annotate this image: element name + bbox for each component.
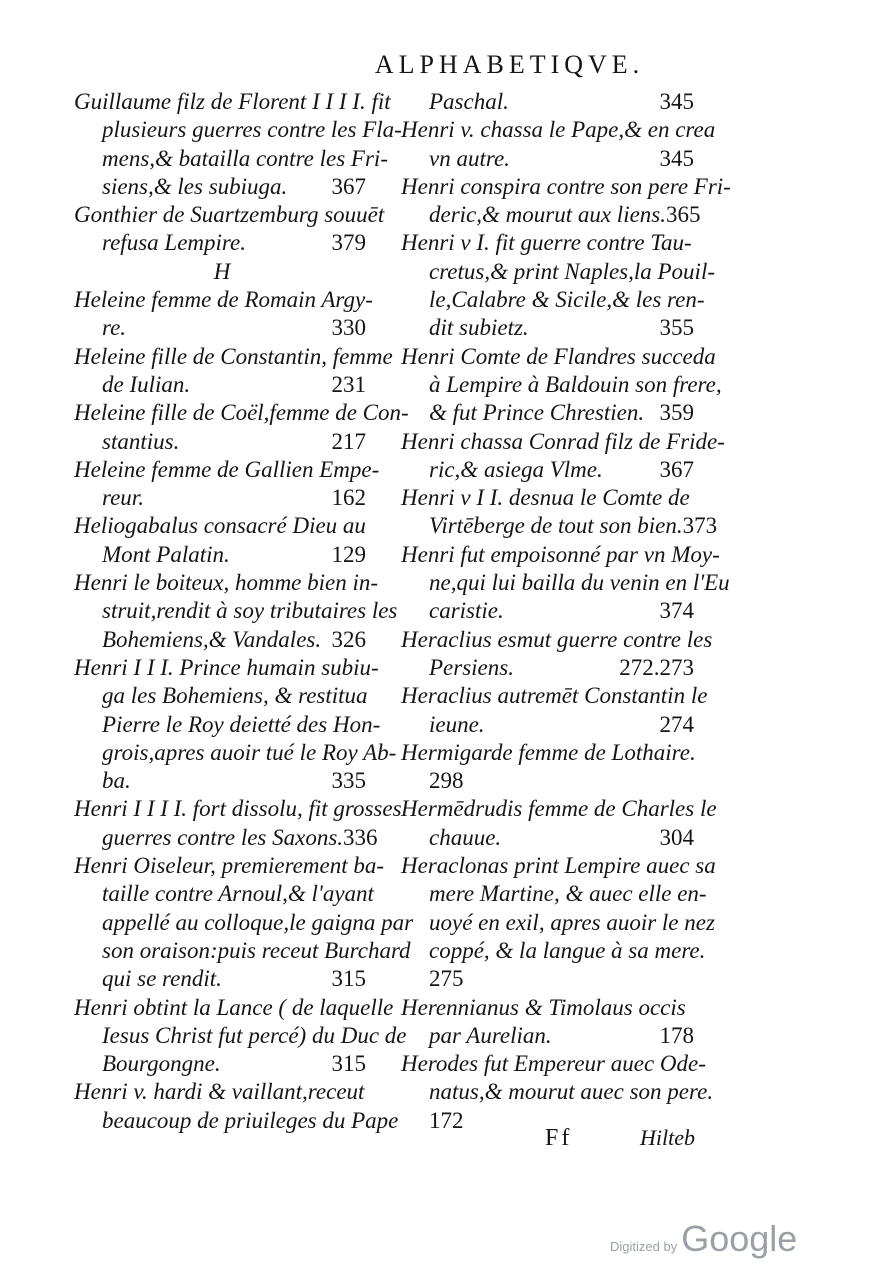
entry-text-line: par Aurelian. (429, 1022, 552, 1048)
page-number: 162 (331, 485, 366, 511)
entry-text-line: Pierre le Roy deietté des Hon- (102, 711, 381, 737)
entry-text-line: ieune. (429, 711, 485, 737)
entry-text-line: ga les Bohemiens, & restitua (102, 683, 368, 709)
entry-text-line: cretus,& print Naples,la Pouil- (429, 258, 715, 284)
page-number: 345 (659, 145, 694, 171)
page-number: 326 (331, 626, 366, 652)
page-number: 367 (659, 456, 694, 482)
index-entry (74, 654, 397, 795)
entry-text-line: re. (102, 315, 127, 341)
index-entry (401, 428, 725, 485)
entry-text-line: Paschal. (429, 89, 509, 114)
entry-text-line: Gonthier de Suartzemburg souuēt (74, 202, 385, 228)
index-entry (401, 795, 717, 852)
page-number: 365 (666, 202, 701, 228)
index-entry (401, 1050, 714, 1135)
page-header (0, 50, 889, 80)
page-number: 336 (343, 824, 378, 850)
entry-text-line: Henri v I. fit guerre contre Tau- (401, 230, 692, 256)
entry-text-line: son oraison:puis receut Burchard (102, 937, 411, 963)
entry-text-line: ric,& asiega Vlme. (429, 456, 603, 482)
entry-text-line: de Iulian. (102, 371, 191, 397)
page-number: 330 (331, 315, 366, 341)
index-entry (74, 994, 407, 1079)
entry-text-line: ba. (102, 768, 131, 794)
entry-text-line: reur. (102, 485, 144, 511)
entry-text-line: Mont Palatin. (102, 541, 230, 567)
index-entry (74, 456, 380, 513)
page-number: 345 (659, 89, 694, 114)
entry-text-line: Heraclius esmut guerre contre les (401, 626, 713, 652)
entry-text-line: Henri I I I I. fort dissolu, fit grosses (74, 796, 402, 822)
entry-text-line: Henri v. chassa le Pape,& en crea (401, 117, 716, 143)
entry-text-line: Hermigarde femme de Lothaire. (401, 739, 696, 765)
entry-text-line: appellé au colloque,le gaigna par (102, 909, 414, 935)
page-number: 374 (659, 598, 694, 624)
page-number: 272.273 (619, 654, 694, 680)
index-entry (401, 541, 730, 626)
page-number: 373 (682, 513, 718, 539)
entry-text-line: Virtēberge de tout son bien. (429, 513, 683, 539)
entry-text-line: & fut Prince Chrestien. (429, 400, 645, 426)
entry-text-line: taille contre Arnoul,& l'ayant (102, 881, 374, 907)
entry-text-line: Heraclius autremēt Constantin le (401, 683, 708, 709)
index-entry (74, 201, 385, 258)
entry-text-line: deric,& mourut aux liens. (429, 202, 666, 228)
entry-text-line: natus,& mourut auec son pere. (429, 1079, 714, 1105)
index-entry (401, 484, 718, 541)
page-number: 129 (331, 541, 366, 567)
index-entry (74, 286, 373, 343)
entry-text-line: uoyé en exil, apres auoir le nez (429, 909, 715, 935)
page-number: 304 (659, 824, 694, 850)
page-number: 315 (331, 1051, 366, 1077)
page-number: 379 (331, 230, 366, 256)
index-entry (74, 795, 402, 852)
entry-text-line: caristie. (429, 598, 504, 624)
entry-text-line: Heleine fille de Constantin, femme (74, 343, 393, 369)
catchword: Hilteb (640, 1125, 695, 1150)
index-entry (401, 116, 716, 173)
index-entry (401, 343, 722, 428)
entry-text-line: qui se rendit. (102, 966, 222, 992)
entry-text-line: Henri fut empoisonné par vn Moy- (401, 541, 720, 567)
index-entry (74, 569, 398, 654)
index-entry (74, 512, 370, 569)
entry-text-line: à Lempire à Baldouin son frere, (429, 371, 722, 397)
entry-text-line: Heleine femme de Romain Argy- (74, 287, 373, 313)
page-number: 335 (331, 768, 366, 794)
index-entry (74, 343, 393, 400)
entry-text-line: grois,apres auoir tué le Roy Ab- (102, 739, 397, 765)
digitized-watermark (610, 1218, 797, 1260)
index-entry (74, 399, 409, 456)
entry-text-line: Henri chassa Conrad filz de Fride- (401, 428, 725, 454)
watermark-prefix: Digitized by (610, 1239, 678, 1254)
header-title: ALPHABETIQVE. (374, 50, 645, 79)
index-entry (401, 229, 715, 342)
index-entry (401, 88, 698, 116)
entry-text-line: dit subietz. (429, 315, 529, 341)
index-entry (74, 852, 414, 993)
index-column-right (401, 88, 731, 1135)
entry-text-line: plusieurs guerres contre les Fla- (102, 117, 402, 143)
entry-text-line: Iesus Christ fut percé) du Duc de (102, 1022, 407, 1048)
entry-text-line: guerres contre les Saxons. (102, 824, 344, 850)
page-number: 172 (429, 1107, 464, 1133)
index-entry (401, 852, 716, 993)
entry-text-line: Heleine fille de Coël,femme de Con- (74, 400, 409, 426)
entry-text-line: Henri Oiseleur, premierement ba- (74, 853, 385, 879)
entry-text-line: Henri le boiteux, homme bien in- (74, 570, 379, 596)
entry-text-line: Heleine femme de Gallien Empe- (74, 456, 380, 482)
entry-text-line: siens,& les subiuga. (102, 173, 288, 199)
page-number: 355 (659, 315, 694, 341)
entry-text-line: beaucoup de priuileges du Pape (102, 1107, 399, 1133)
section-letter: H (213, 258, 231, 284)
entry-text-line: Henri Comte de Flandres succeda (401, 343, 716, 369)
entry-text-line: mens,& batailla contre les Fri- (102, 145, 388, 171)
entry-text-line: Henri obtint la Lance ( de laquelle (74, 994, 394, 1020)
entry-text-line: Henri I I I. Prince humain subiu- (74, 654, 379, 680)
entry-text-line: mere Martine, & auec elle en- (429, 881, 707, 907)
index-entry (401, 994, 698, 1051)
signature-mark: Ff (545, 1125, 573, 1151)
entry-text-line: Heraclonas print Lempire auec sa (401, 853, 716, 879)
entry-text-line: Bohemiens,& Vandales. (102, 626, 322, 652)
entry-text-line: Hermēdrudis femme de Charles le (401, 796, 717, 822)
page-footer (545, 1125, 695, 1152)
page-number: 367 (331, 173, 366, 199)
index-entry (74, 88, 402, 201)
page-number: 298 (429, 768, 464, 794)
page-number: 359 (659, 400, 694, 426)
entry-text-line: ne,qui lui bailla du venin en l'Eu (429, 570, 730, 596)
page-number: 231 (331, 371, 366, 397)
entry-text-line: Henri conspira contre son pere Fri- (401, 173, 731, 199)
index-entry (74, 1078, 399, 1135)
entry-text-line: Herennianus & Timolaus occis (401, 994, 686, 1020)
index-entry (401, 626, 713, 683)
entry-text-line: coppé, & la langue à sa mere. (429, 937, 706, 963)
page-number: 315 (331, 966, 366, 992)
entry-text-line: vn autre. (429, 145, 510, 171)
page-number: 178 (659, 1022, 694, 1048)
entry-text-line: Henri v I I. desnua le Comte de (401, 485, 690, 511)
page-number: 274 (659, 711, 694, 737)
entry-text-line: Persiens. (429, 654, 514, 680)
entry-text-line: refusa Lempire. (102, 230, 246, 256)
entry-text-line: Heliogabalus consacré Dieu au (74, 513, 366, 539)
entry-text-line: struit,rendit à soy tributaires les (102, 598, 398, 624)
entry-text-line: Henri v. hardi & vaillant,receut (74, 1079, 365, 1105)
entry-text-line: Bourgongne. (102, 1051, 221, 1077)
google-logo: Google (681, 1218, 798, 1259)
entry-text-line: le,Calabre & Sicile,& les ren- (429, 287, 705, 313)
index-entry (401, 173, 731, 230)
index-entry (401, 682, 708, 739)
index-column-left (74, 88, 414, 1135)
entry-text-line: stantius. (102, 428, 180, 454)
index-entry (401, 739, 698, 796)
page-number: 217 (331, 428, 366, 454)
entry-text-line: Herodes fut Empereur auec Ode- (401, 1051, 706, 1077)
entry-text-line: Guillaume filz de Florent I I I I. fit (74, 89, 391, 114)
entry-text-line: chauue. (429, 824, 502, 850)
page-number: 275 (429, 966, 464, 992)
